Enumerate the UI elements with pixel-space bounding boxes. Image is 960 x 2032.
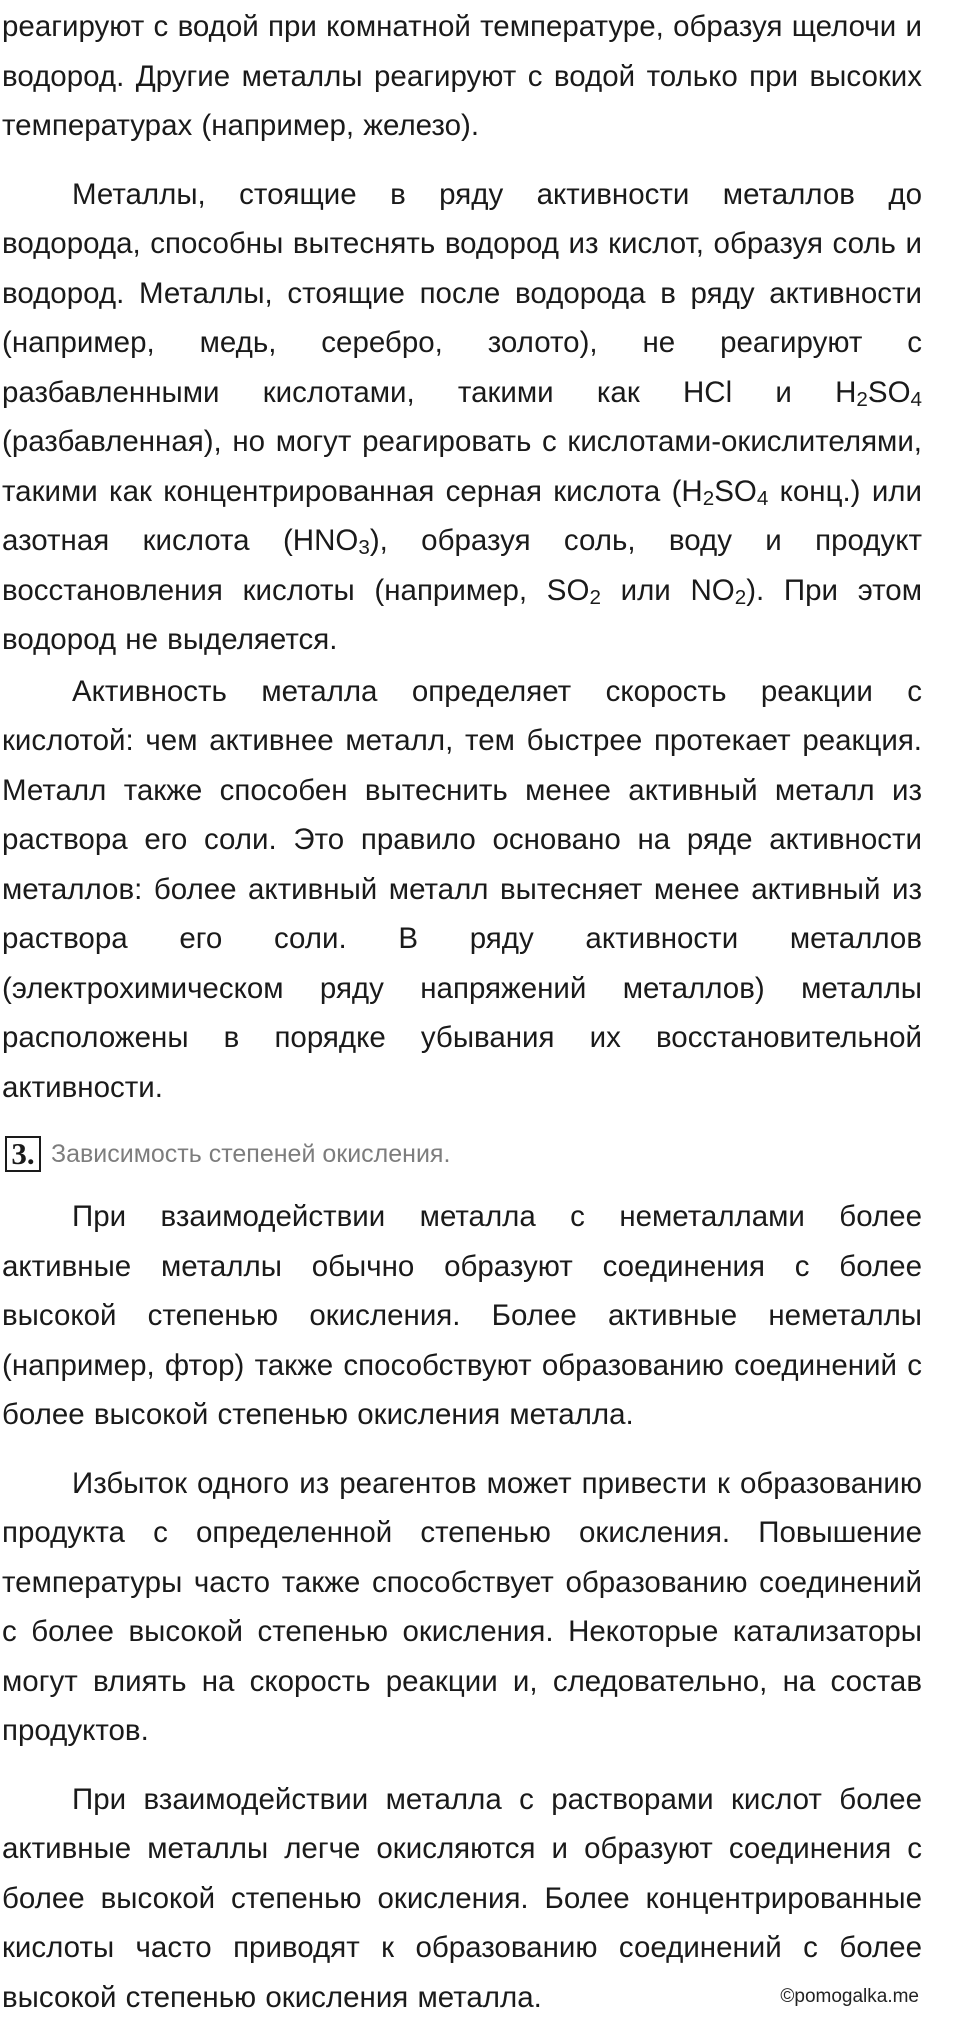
section-title: Зависимость степеней окисления. — [51, 1139, 451, 1168]
paragraph-reagent-excess: Избыток одного из реагентов может привести к образованию продукта с определенной степенью окисления. Повышение температуры часто также способствует образованию соединений с более высокой степенью окисления. Некоторые катализаторы могут влиять на скорость реакции и, следовательно, на состав продуктов. — [2, 1466, 922, 1747]
paragraph-nonmetal-interaction: При взаимодействии металла с неметаллами более активные металлы обычно образуют соединения с более высокой степенью окисления. Более активные неметаллы (например, фтор) также способствуют образованию соединений с более высокой степенью окисления металла. — [2, 1200, 922, 1431]
subscript: 4 — [756, 486, 769, 510]
text-run: Металлы, стоящие в ряду активности металлов до водорода, способны вытеснять водород из кислот, образуя соль и водород. Металлы, стоящие после водорода в ряду активности (например, медь, серебро, золото), не реагируют с разбавленными кислотами, такими как HCl и H — [2, 177, 922, 409]
subscript: 3 — [358, 536, 370, 560]
subscript: 2 — [702, 486, 715, 510]
text-run: SO — [867, 375, 911, 409]
paragraph-acid-reaction — [2, 170, 922, 665]
paragraph-acid-solutions: При взаимодействии металла с растворами кислот более активные металлы легче окисляются и образуют соединения с более высокой степенью окисления. Более концентрированные кислоты часто приводят к образованию соединений с более высокой степенью окисления металла. — [2, 1782, 922, 2014]
text-run: ). При этом водород не выделяется. — [2, 573, 922, 656]
section-heading — [2, 1132, 922, 1176]
subscript: 2 — [856, 387, 868, 411]
text-run: ), образуя соль, воду и продукт восстановления кислоты (например, SO — [2, 524, 922, 607]
section-number: 3. — [5, 1136, 41, 1172]
subscript: 2 — [589, 585, 601, 609]
text-run: конц.) или азотная кислота (HNO — [2, 474, 922, 557]
text-run: SO — [714, 474, 757, 508]
paragraph-water-reaction: реагируют с водой при комнатной температуре, образуя щелочи и водород. Другие металлы реагируют с водой только при высоких температурах (например, железо). — [2, 10, 922, 142]
subscript: 2 — [734, 585, 747, 609]
paragraph-activity-series: Активность металла определяет скорость реакции с кислотой: чем активнее металл, тем быстрее протекает реакция. Металл также способен вытеснить менее активный металл из раствора его соли. Это правило основано на ряде активности металлов: более активный металл вытесняет менее активный из раствора его соли. В ряду активности металлов (электрохимическом ряду напряжений металлов) металлы расположены в порядке убывания их восстановительной активности. — [2, 674, 922, 1104]
subscript: 4 — [910, 387, 922, 411]
watermark: ©pomogalka.me — [777, 1986, 922, 2008]
text-run: или NO — [600, 573, 735, 607]
text-run: (разбавленная), но могут реагировать с кислотами-окислителями, такими как концентрированная серная кислота (H — [2, 425, 922, 508]
